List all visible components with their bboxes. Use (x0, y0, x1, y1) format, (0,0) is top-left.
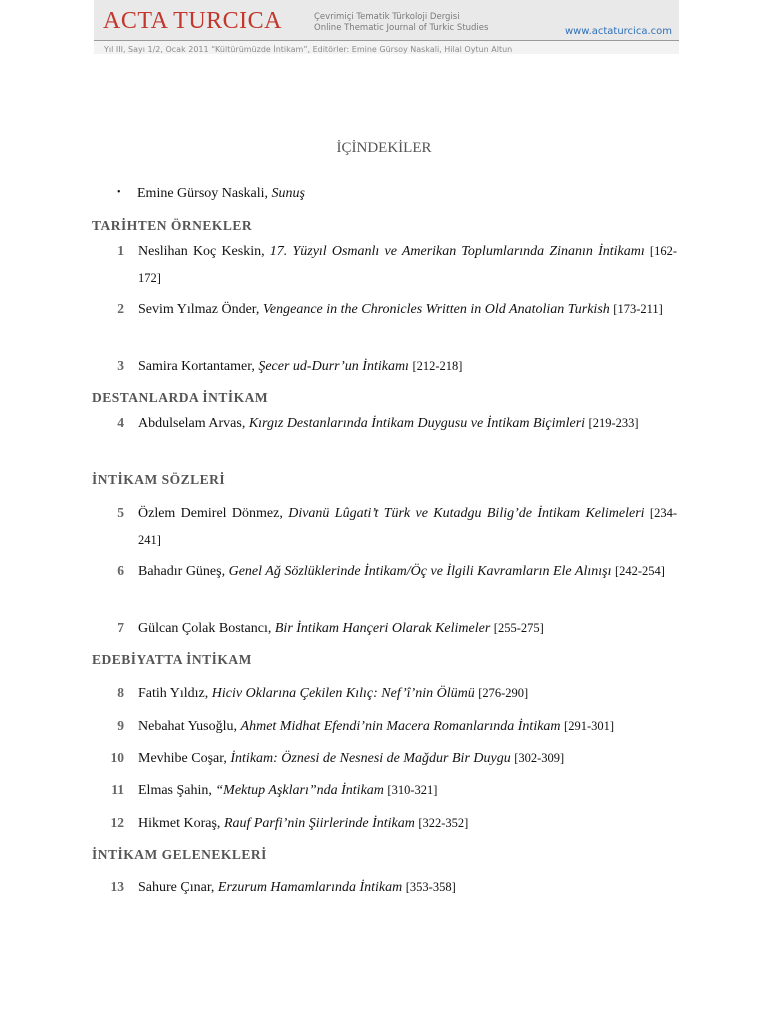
entry-pages: [291-301] (564, 719, 615, 733)
section-heading: EDEBİYATTA İNTİKAM (92, 652, 252, 667)
entry-text (138, 410, 677, 437)
toc-entry (106, 713, 677, 740)
entry-number: 9 (117, 718, 124, 733)
entry-pages: [322-352] (418, 816, 469, 830)
entry-title: Hiciv Oklarına Çekilen Kılıç: Nef’î’nin Ölümü (211, 686, 475, 701)
journal-brand: ACTA TURCICA (103, 8, 282, 34)
toc-entry (106, 745, 677, 772)
subtitle-line-1: Çevrimiçi Tematik Türkoloji Dergisi (314, 12, 460, 22)
entry-pages: [255-275] (493, 621, 544, 635)
entry-number: 1 (117, 243, 124, 258)
entry-text (138, 777, 677, 804)
entry-pages: [173-211] (613, 302, 663, 316)
entry-author: Bahadır Güneş, (138, 564, 229, 579)
entry-title: Şecer ud-Durr’un İntikamı (258, 359, 409, 374)
entry-number: 10 (110, 750, 124, 765)
entry-title: “Mektup Aşkları”nda İntikam (215, 783, 384, 798)
entry-pages: [302-309] (514, 751, 565, 765)
entry-author: Samira Kortantamer, (138, 359, 259, 374)
entry-title: Vengeance in the Chronicles Written in Old Anatolian Turkish (262, 302, 610, 317)
entry-author: Gülcan Çolak Bostancı, (138, 621, 275, 636)
toc-entry (106, 874, 677, 901)
journal-header (94, 0, 679, 40)
entry-text (138, 500, 677, 554)
section-heading: İNTİKAM GELENEKLERİ (92, 847, 267, 862)
entry-number: 6 (117, 563, 124, 578)
entry-author: Neslihan Koç Keskin, (138, 244, 270, 259)
entry-number: 7 (117, 620, 124, 635)
entry-author: Nebahat Yusoğlu, (138, 719, 241, 734)
toc-title: İÇİNDEKİLER (336, 140, 432, 156)
entry-author: Hikmet Koraş, (138, 816, 224, 831)
section-heading: TARİHTEN ÖRNEKLER (92, 218, 253, 233)
entry-text (138, 680, 677, 707)
bullet: • (117, 187, 121, 198)
entry-pages: [310-321] (387, 783, 438, 797)
entry-author: Elmas Şahin, (138, 783, 216, 798)
toc-entry (106, 810, 677, 837)
toc-entry (106, 615, 677, 642)
entry-number: 5 (117, 505, 124, 520)
toc-entry (106, 296, 677, 323)
journal-site-link[interactable]: www.actaturcica.com (564, 26, 672, 37)
entry-number: 12 (110, 815, 124, 830)
entry-title: Genel Ağ Sözlüklerinde İntikam/Öç ve İlgili Kavramların Ele Alınışı (228, 564, 612, 579)
entry-number: 3 (117, 358, 124, 373)
entry-number: 2 (117, 301, 124, 316)
section-heading: DESTANLARDA İNTİKAM (92, 390, 269, 405)
entry-author: Sahure Çınar, (138, 880, 218, 895)
entry-pages: [219-233] (588, 416, 639, 430)
entry-text (138, 874, 677, 901)
entry-pages: [212-218] (412, 359, 463, 373)
entry-text (138, 238, 677, 292)
entry-number: 4 (117, 415, 124, 430)
entry-author: Abdulselam Arvas, (138, 416, 249, 431)
entry-text (138, 296, 677, 323)
intro-entry (117, 186, 305, 202)
entry-author: Mevhibe Coşar, (138, 751, 231, 766)
entry-title: Bir İntikam Hançeri Olarak Kelimeler (274, 621, 491, 636)
entry-title: İntikam: Öznesi de Nesnesi de Mağdur Bir Duygu (230, 751, 511, 766)
entry-text (138, 558, 677, 585)
journal-subtitle (314, 12, 488, 34)
entry-text (138, 713, 677, 740)
entry-title: Erzurum Hamamlarında İntikam (217, 880, 403, 895)
entry-text (138, 615, 677, 642)
entry-pages: [353-358] (405, 880, 456, 894)
entry-text (138, 745, 677, 772)
entry-title: 17. Yüzyıl Osmanlı ve Amerikan Toplumlarında Zinanın İntikamı (269, 244, 645, 259)
toc-entry (106, 777, 677, 804)
entry-text (138, 353, 677, 380)
entry-pages: [234-241] (138, 506, 677, 547)
entry-title: Divanü Lûgati’t Türk ve Kutadgu Bilig’de İntikam Kelimeleri (288, 506, 645, 521)
entry-author: Özlem Demirel Dönmez, (138, 506, 289, 521)
toc-entry (106, 353, 677, 380)
subtitle-line-2: Online Thematic Journal of Turkic Studies (314, 23, 489, 33)
toc-entry (106, 500, 677, 554)
entry-pages: [162-172] (138, 244, 677, 285)
issue-info: Yıl III, Sayı 1/2, Ocak 2011 “Kültürümüzde İntikam”, Editörler: Emine Gürsoy Naskali, Hilal Oytun Altun (104, 45, 513, 54)
toc-entry (106, 410, 677, 437)
entry-author: Sevim Yılmaz Önder, (138, 302, 263, 317)
entry-number: 11 (111, 782, 124, 797)
entry-pages: [242-254] (614, 564, 665, 578)
entry-author: Fatih Yıldız, (138, 686, 212, 701)
entry-number: 8 (117, 685, 124, 700)
toc-entry (106, 680, 677, 707)
entry-text (138, 810, 677, 837)
entry-title: Kırgız Destanlarında İntikam Duygusu ve İntikam Biçimleri (248, 416, 586, 431)
entry-title: Rauf Parfi’nin Şiirlerinde İntikam (223, 816, 415, 831)
entry-number: 13 (110, 879, 124, 894)
entry-title: Ahmet Midhat Efendi’nin Macera Romanlarında İntikam (240, 719, 561, 734)
entry-author: Emine Gürsoy Naskali, (137, 186, 272, 201)
toc-entry (106, 238, 677, 292)
toc-entry (106, 558, 677, 585)
section-heading: İNTİKAM SÖZLERİ (92, 472, 226, 487)
entry-pages: [276-290] (478, 686, 529, 700)
entry-title: Sunuş (271, 186, 305, 201)
